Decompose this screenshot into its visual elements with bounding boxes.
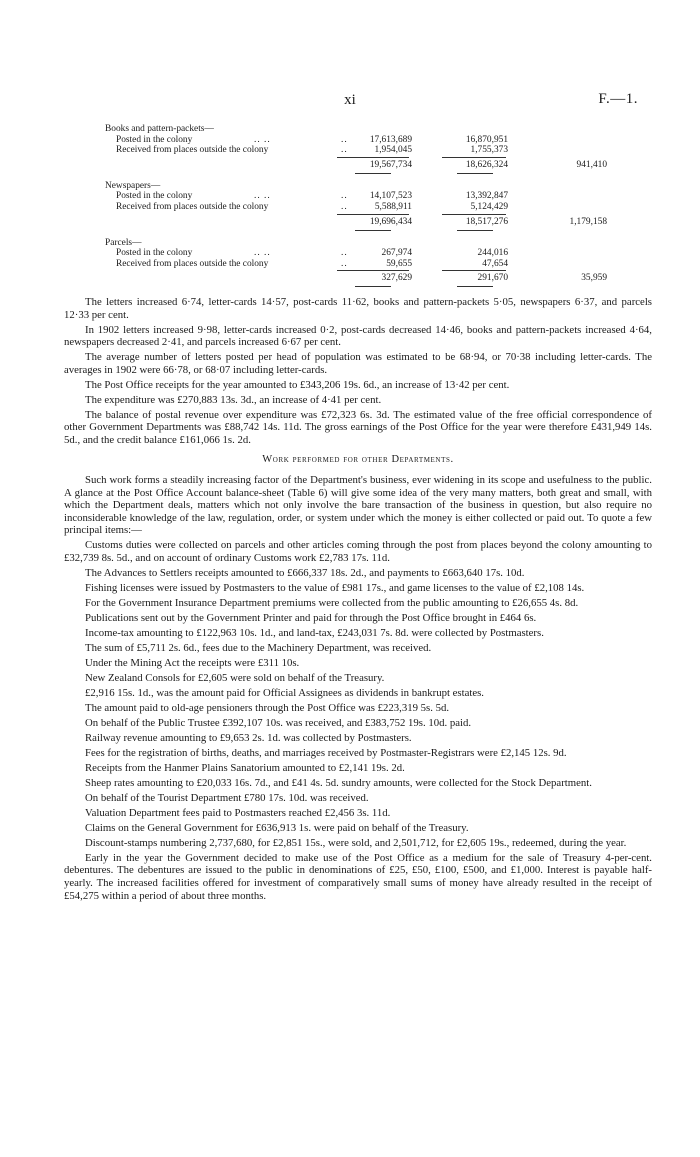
increase-value: 1,179,158 (569, 216, 607, 227)
total-col2: 18,626,324 (465, 159, 508, 170)
paragraph: Income-tax amounting to £122,963 10s. 1d., and land-tax, £243,031 7s. 8d. were collected by Postmasters. (85, 626, 544, 639)
value-col2: 47,654 (482, 258, 508, 269)
sum-rule (337, 270, 409, 271)
underline-rule (355, 173, 391, 174)
page-number: xi (344, 92, 356, 108)
row-label: Posted in the colony (116, 191, 193, 202)
paragraph: Claims on the General Government for £636,913 1s. were paid on behalf of the Treasury. (85, 821, 469, 834)
row-label: Received from places outside the colony (116, 258, 269, 269)
value-col2: 13,392,847 (465, 191, 508, 202)
value-col2: 1,755,373 (470, 145, 508, 156)
paragraph: The amount paid to old-age pensioners through the Post Office was £223,319 5s. 5d. (85, 701, 450, 714)
value-col1: 267,974 (381, 248, 412, 259)
paragraph: Valuation Department fees paid to Postmasters reached £2,456 3s. 11d. (85, 806, 391, 819)
underline-rule (355, 230, 391, 231)
dot-leader: .. (341, 134, 348, 145)
row-label: Received from places outside the colony (116, 201, 269, 212)
total-col1: 327,629 (381, 273, 412, 284)
sum-rule (337, 214, 409, 215)
value-col1: 5,588,911 (374, 201, 412, 212)
paragraph: Fishing licenses were issued by Postmasters to the value of £981 17s., and game licenses to the value of £2,108 14s. (85, 582, 585, 594)
dot-leader: .. (341, 191, 348, 202)
sum-rule (442, 270, 506, 271)
increase-value: 941,410 (576, 159, 607, 170)
dot-leader: .. (341, 258, 348, 269)
paragraph: The Advances to Settlers receipts amounted to £666,337 18s. 2d., and payments to £663,640 17s. 10d. (85, 567, 525, 580)
paragraph: £2,916 15s. 1d., was the amount paid for Official Assignees as dividends in bankrupt estates. (85, 686, 484, 699)
row-label: Posted in the colony (116, 134, 193, 145)
paragraph: Fees for the registration of births, deaths, and marriages received by Postmaster-Registrars were £2,145 12s. 9d. (85, 746, 567, 759)
dot-leader: .. .. (254, 191, 271, 202)
total-row (105, 213, 665, 233)
value-col1: 14,107,523 (369, 191, 412, 202)
value-col1: 17,613,689 (369, 134, 412, 145)
paragraph: Early in the year the Government decided to make use of the Post Office as a medium for the sale of Treasury 4-per-cent. debentures. The debentures are issued to the public in denominations of £25, £50, £100, £500, and £1,000. Interest is payable half-yearly. The increased facilities offered for investment of comparatively small sums of money have already resulted in the receipt of £54,275 within a period of about three months. (64, 851, 652, 902)
section-title: Newspapers— (105, 180, 161, 191)
paragraph: Receipts from the Hanmer Plains Sanatorium amounted to £2,141 19s. 2d. (85, 761, 405, 774)
paragraph: New Zealand Consols for £2,605 were sold on behalf of the Treasury. (85, 671, 385, 684)
dot-leader: .. (341, 201, 348, 212)
dot-leader: .. (341, 145, 348, 156)
paragraph: Such work forms a steadily increasing factor of the Department's business, ever widening in its scope and usefulness to the public. A glance at the Post Office Account balance-sheet (Table 6) will give some idea of the very many matters, both great and small, with which the Department deals, matters which not only involve the bare transaction of the business in question, but also require no inconsiderable knowledge of the law, regulation, order, or system under which the money is either collected or paid out. To quote a few principal items:— (64, 474, 652, 537)
parliamentary-paper-code: F.—1. (598, 91, 638, 107)
paragraph: Sheep rates amounting to £20,033 16s. 7d., and £41 4s. 5d. sundry amounts, were collected for the Stock Department. (85, 776, 592, 789)
paragraph: Under the Mining Act the receipts were £311 10s. (85, 656, 300, 669)
underline-rule (457, 173, 493, 174)
increase-value: 35,959 (581, 273, 607, 284)
underline-rule (457, 230, 493, 231)
total-row (105, 156, 665, 176)
row-label: Received from places outside the colony (116, 145, 269, 156)
dot-leader: .. .. (254, 248, 271, 259)
total-col1: 19,567,734 (369, 159, 412, 170)
paragraph: For the Government Insurance Department premiums were collected from the public amounting to £26,655 4s. 8d. (85, 596, 579, 609)
dot-leader: .. .. (254, 134, 271, 145)
value-col2: 5,124,429 (470, 201, 508, 212)
sum-rule (442, 157, 506, 158)
total-row (105, 269, 665, 289)
paragraph: The average number of letters posted per head of population was estimated to be 68·94, or 70·38 including letter-cards. The averages in 1902 were 66·78, or 68·07 including letter-cards. (64, 351, 652, 376)
table-row (105, 248, 665, 259)
value-col1: 1,954,045 (374, 145, 412, 156)
paragraph: On behalf of the Tourist Department £780 17s. 10d. was received. (85, 791, 369, 804)
paragraph: The expenditure was £270,883 13s. 3d., an increase of 4·41 per cent. (85, 393, 382, 406)
total-col2: 291,670 (477, 273, 508, 284)
underline-rule (457, 286, 493, 287)
paragraph: Customs duties were collected on parcels and other articles coming through the post from places beyond the colony amounting to £32,739 8s. 5d., and on account of ordinary Customs work £2,783 17s. 11d. (64, 539, 652, 565)
section-heading: Work performed for other Departments. (262, 454, 454, 466)
dot-leader: .. (341, 248, 348, 259)
table-row (105, 145, 665, 156)
paragraph: The balance of postal revenue over expenditure was £72,323 6s. 3d. The estimated value of the free official correspondence of other Government Departments was £88,742 14s. 11d. The gross earnings of the Post Office for the year were therefore £431,949 14s. 5d., and the credit balance £161,066 1s. 2d. (64, 408, 652, 446)
table-row (105, 259, 665, 270)
table-row (105, 202, 665, 213)
paragraph: On behalf of the Public Trustee £392,107 10s. was received, and £383,752 19s. 10d. paid. (85, 716, 472, 729)
postal-statistics-table (105, 124, 665, 289)
paragraph: Discount-stamps numbering 2,737,680, for £2,851 15s., were sold, and 2,501,712, for £2,605 19s., redeemed, during the year. (85, 836, 627, 849)
paragraph: The Post Office receipts for the year amounted to £343,206 19s. 6d., an increase of 13·42 per cent. (85, 378, 510, 391)
paragraph: The letters increased 6·74, letter-cards 14·57, post-cards 11·62, books and pattern-packets 5·05, newspapers 6·37, and parcels 12·33 per cent. (64, 296, 652, 321)
table-row (105, 191, 665, 202)
body-text (64, 296, 652, 904)
value-col1: 59,655 (386, 258, 412, 269)
paragraph: In 1902 letters increased 9·98, letter-cards increased 0·2, post-cards decreased 14·46, books and pattern-packets increased 4·64, newspapers decreased 2·41, and parcels increased 6·67 per cent. (64, 323, 652, 349)
underline-rule (355, 286, 391, 287)
value-col2: 244,016 (477, 248, 508, 259)
section-title: Books and pattern-packets— (105, 124, 214, 134)
sum-rule (442, 214, 506, 215)
paragraph: Publications sent out by the Government Printer and paid for through the Post Office brought in £464 6s. (85, 611, 537, 624)
section-title: Parcels— (105, 237, 142, 248)
total-col2: 18,517,276 (465, 216, 508, 227)
value-col2: 16,870,951 (465, 134, 508, 145)
paragraph: The sum of £5,711 2s. 6d., fees due to the Machinery Department, was received. (85, 641, 432, 654)
paragraph: Railway revenue amounting to £9,653 2s. 1d. was collected by Postmasters. (85, 731, 412, 744)
sum-rule (337, 157, 409, 158)
total-col1: 19,696,434 (369, 216, 412, 227)
row-label: Posted in the colony (116, 248, 193, 259)
table-row (105, 135, 665, 146)
